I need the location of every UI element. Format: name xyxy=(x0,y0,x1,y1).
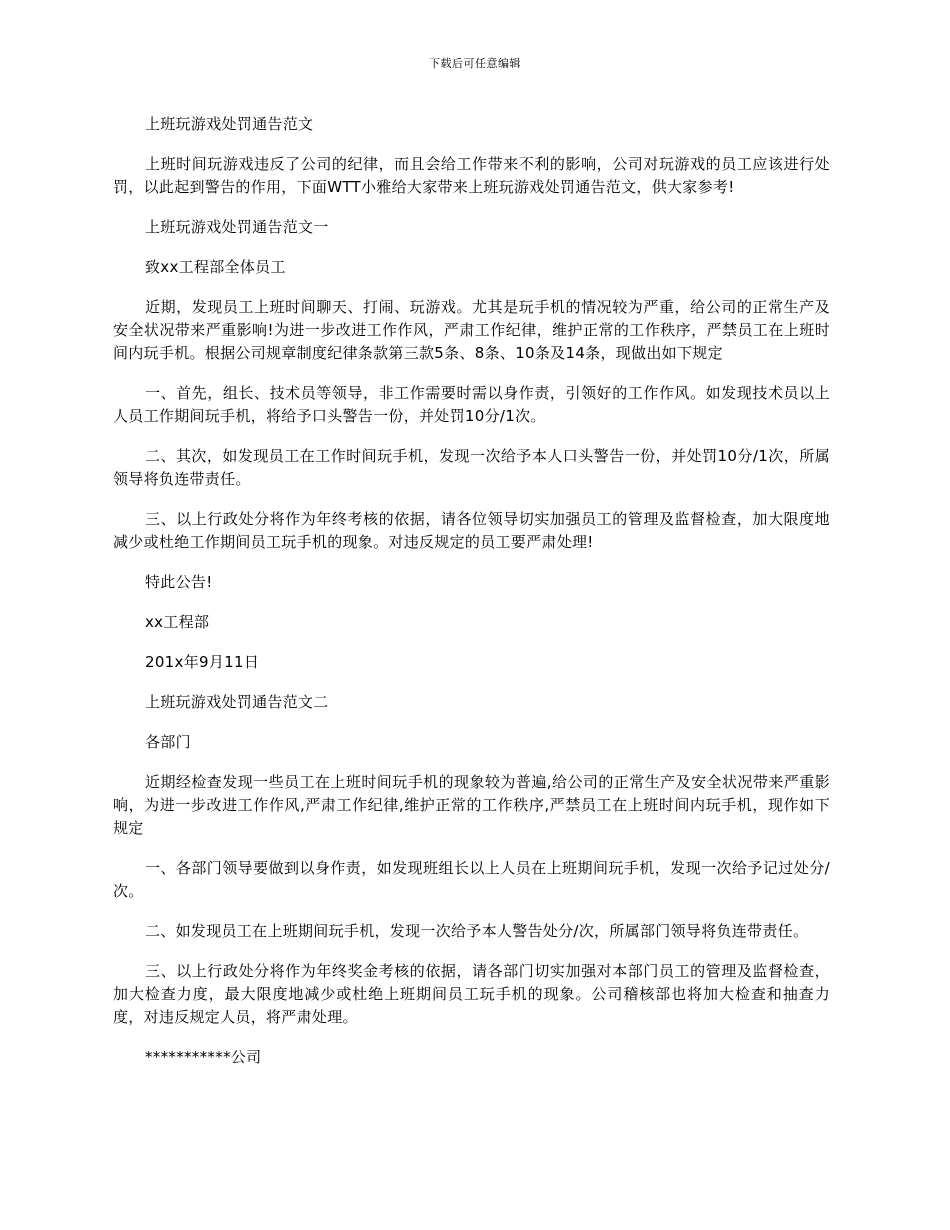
intro-paragraph: 上班时间玩游戏违反了公司的纪律，而且会给工作带来不利的影响，公司对玩游戏的员工应该进行处罚，以此起到警告的作用，下面WTT小雅给大家带来上班玩游戏处罚通告范文，供大家参考! xyxy=(113,155,830,196)
document-body xyxy=(113,113,830,1086)
notice-one-signature: xx工程部 xyxy=(145,613,210,631)
section-heading-two: 上班玩游戏处罚通告范文二 xyxy=(145,693,329,711)
notice-two-rule-2: 二、如发现员工在上班期间玩手机，发现一次给予本人警告处分/次，所属部门领导将负连带责任。 xyxy=(145,922,809,940)
notice-one-rule-1: 一、首先，组长、技术员等领导，非工作需要时需以身作责，引领好的工作作风。如发现技术员以上人员工作期间玩手机，将给予口头警告一份，并处罚10分/1次。 xyxy=(113,384,830,425)
salutation-one: 致xx工程部全体员工 xyxy=(145,258,286,276)
document-title: 上班玩游戏处罚通告范文 xyxy=(145,115,314,133)
notice-two-rule-3: 三、以上行政处分将作为年终奖金考核的依据，请各部门切实加强对本部门员工的管理及监督检查，加大检查力度，最大限度地减少或杜绝上班期间员工玩手机的现象。公司稽核部也将加大检查和抽查力度，对违反规定人员，将严肃处理。 xyxy=(113,962,830,1026)
notice-two-signature: ***********公司 xyxy=(145,1048,262,1066)
notice-one-closing: 特此公告! xyxy=(145,573,213,591)
notice-two-body: 近期经检查发现一些员工在上班时间玩手机的现象较为普遍,给公司的正常生产及安全状况带来严重影响，为进一步改进工作作风,严肃工作纪律,维护正常的工作秩序,严禁员工在上班时间内玩手机，现作如下规定 xyxy=(113,773,830,837)
notice-two-rule-1: 一、各部门领导要做到以身作责，如发现班组长以上人员在上班期间玩手机，发现一次给予记过处分/次。 xyxy=(113,859,830,900)
notice-one-date: 201x年9月11日 xyxy=(145,653,260,671)
section-heading-one: 上班玩游戏处罚通告范文一 xyxy=(145,218,329,236)
page-header-note: 下载后可任意编辑 xyxy=(429,57,521,70)
notice-one-body: 近期，发现员工上班时间聊天、打闹、玩游戏。尤其是玩手机的情况较为严重，给公司的正常生产及安全状况带来严重影响!为进一步改进工作作风，严肃工作纪律，维护正常的工作秩序，严禁员工在上班时间内玩手机。根据公司规章制度纪律条款第三款5条、8条、10条及14条，现做出如下规定 xyxy=(113,298,830,362)
salutation-two: 各部门 xyxy=(145,733,191,751)
notice-one-rule-2: 二、其次，如发现员工在工作时间玩手机，发现一次给予本人口头警告一份，并处罚10分/1次，所属领导将负连带责任。 xyxy=(113,447,830,488)
notice-one-rule-3: 三、以上行政处分将作为年终考核的依据，请各位领导切实加强员工的管理及监督检查，加大限度地减少或杜绝工作期间员工玩手机的现象。对违反规定的员工要严肃处理! xyxy=(113,510,830,551)
